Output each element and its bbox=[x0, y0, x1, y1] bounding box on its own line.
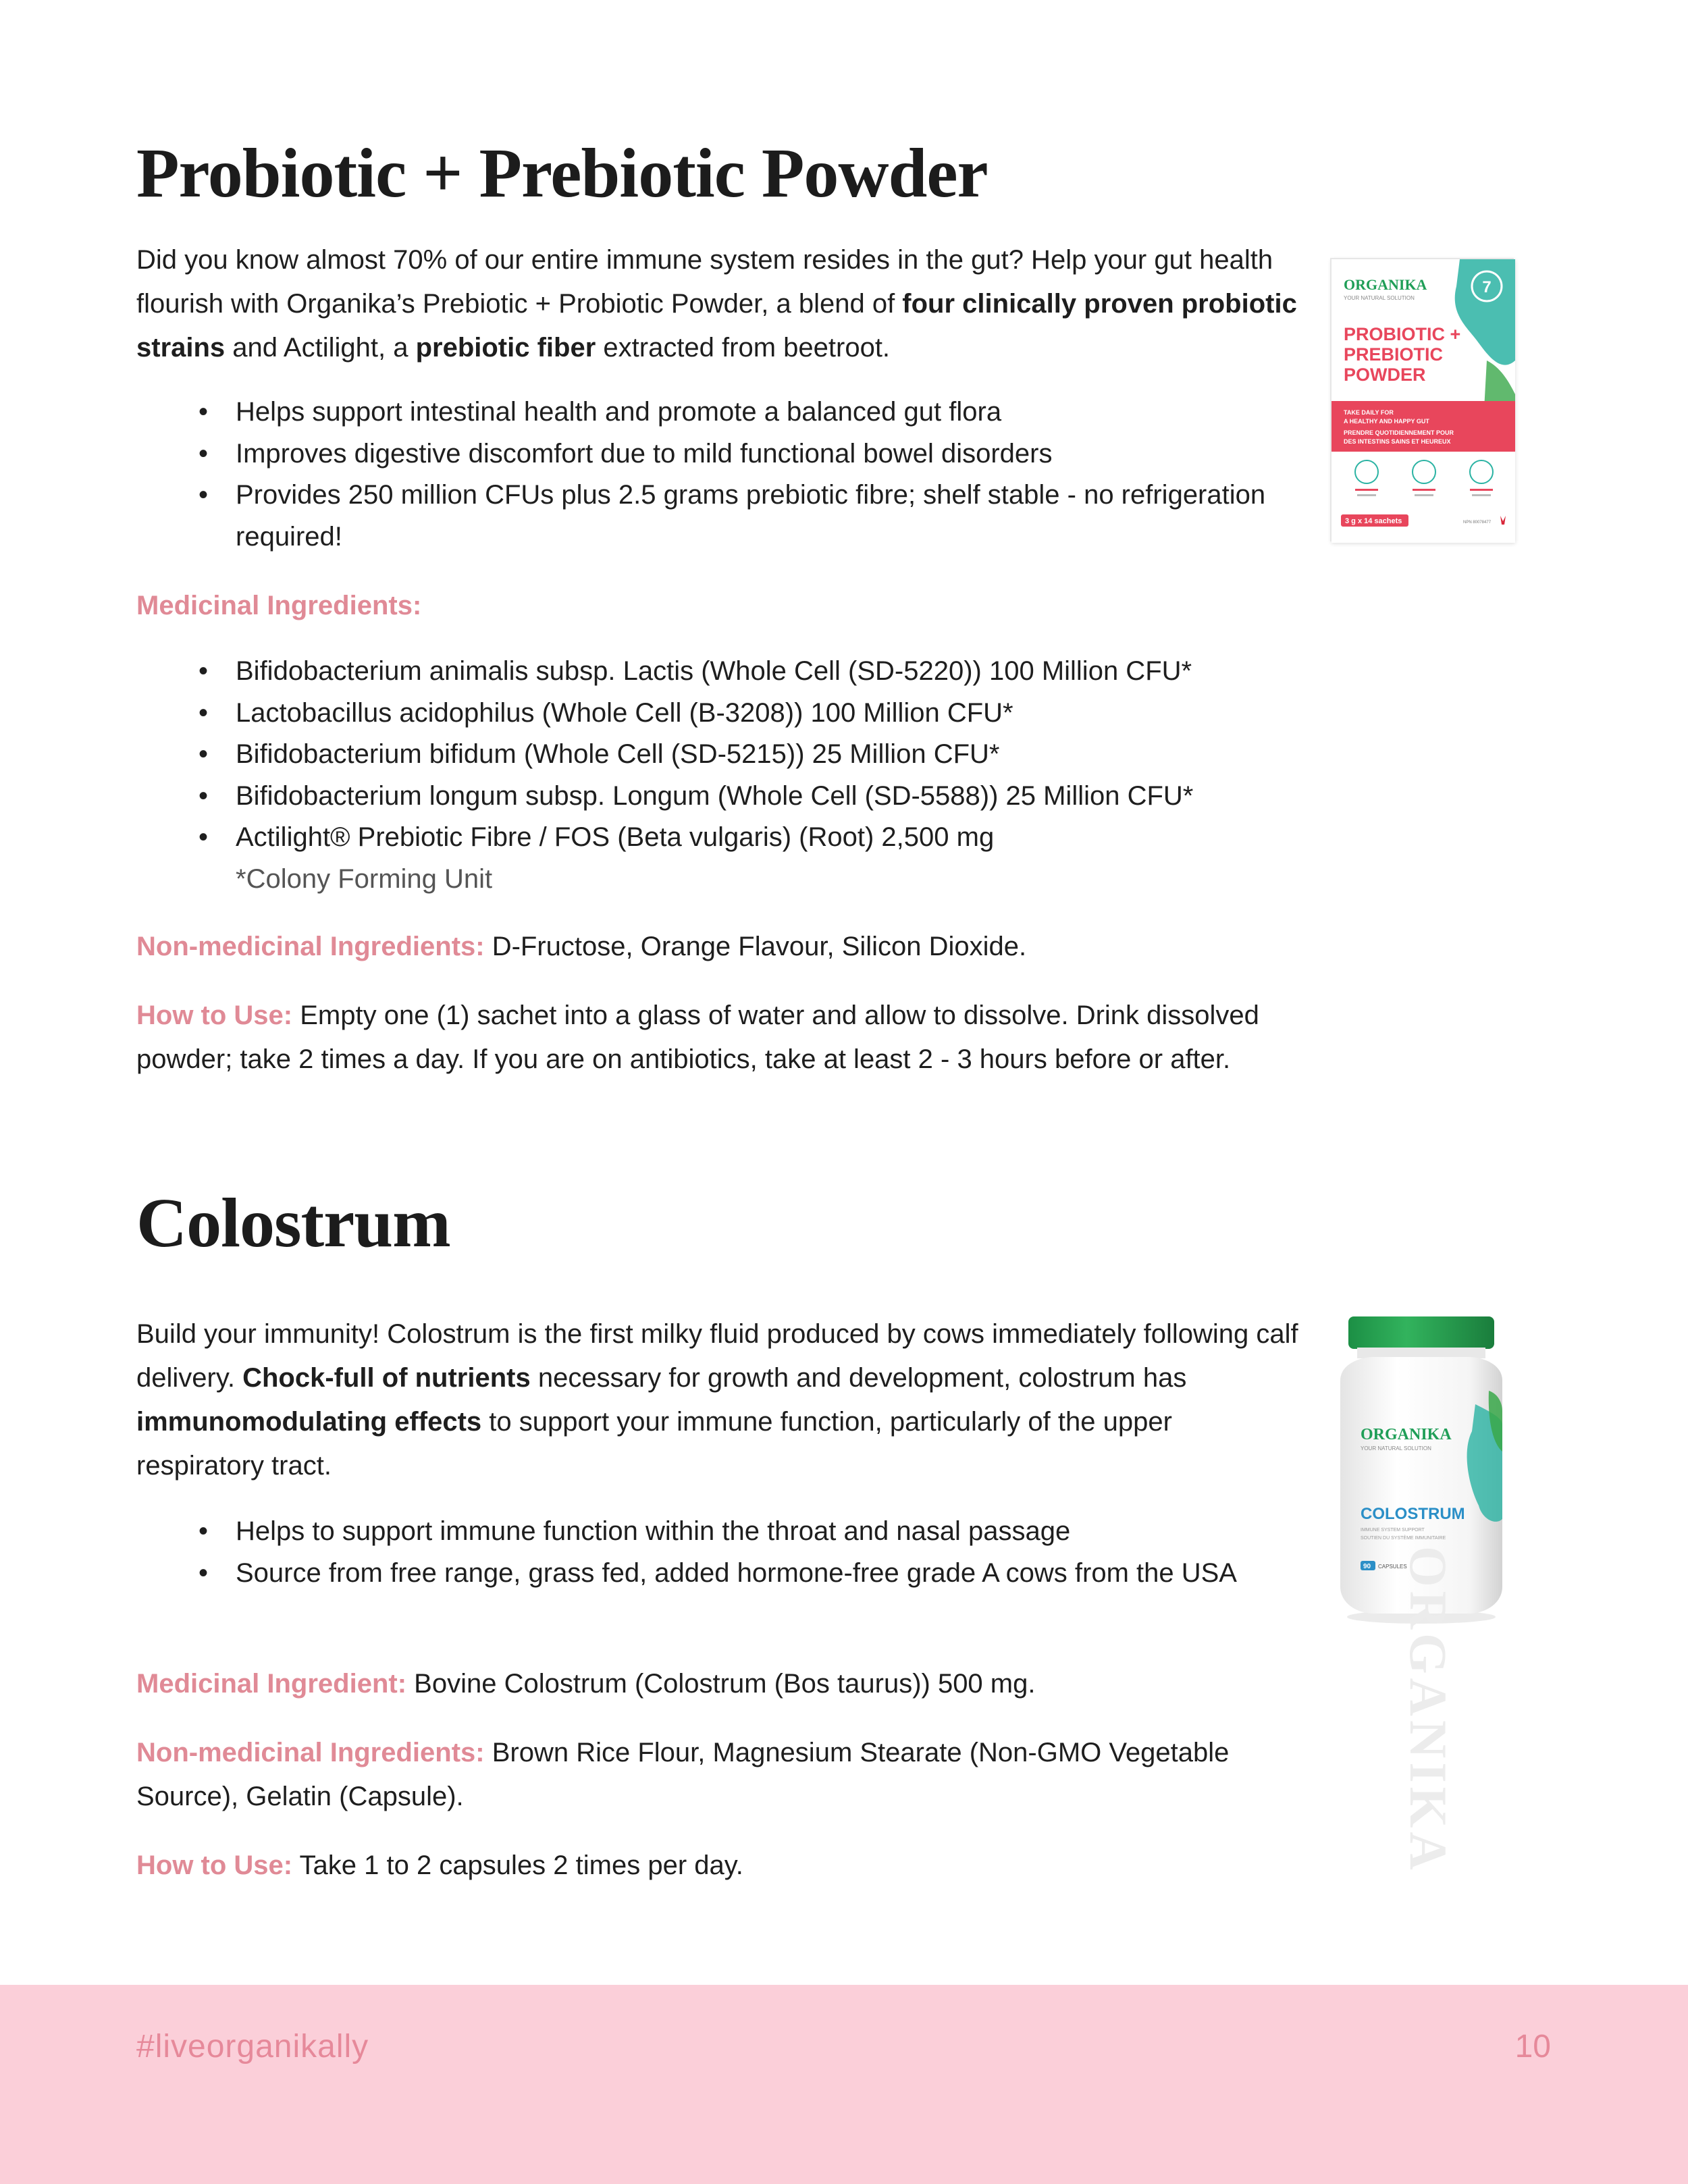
probiotic-non-medicinal: Non-medicinal Ingredients: D-Fructose, Orange Flavour, Silicon Dioxide. bbox=[136, 932, 1027, 961]
colostrum-intro: Build your immunity! Colostrum is the first milky fluid produced by cows immediately following calf delivery. Chock-full of nutrients necessary for growth and development, colostrum has immunomodulating effects to support your immune function, particularly of the upper respiratory tract. bbox=[136, 1319, 1298, 1481]
probiotic-intro: Did you know almost 70% of our entire immune system resides in the gut? Help your gut health flourish with Organika’s Prebiotic + Probiotic Powder, a blend of four clinically proven probiotic strains and Actilight, a prebiotic fiber extracted from beetroot. bbox=[136, 245, 1297, 363]
list-item: • Provides 250 million CFUs plus 2.5 grams prebiotic fibre; shelf stable - no refrigeration required! bbox=[136, 475, 1304, 558]
colostrum-non-medicinal: Non-medicinal Ingredients: Brown Rice Flour, Magnesium Stearate (Non-GMO Vegetable Source), Gelatin (Capsule). bbox=[136, 1738, 1230, 1811]
list-item: • Bifidobacterium animalis subsp. Lactis (Whole Cell (SD-5220)) 100 Million CFU* bbox=[136, 651, 1304, 693]
list-item: • Helps support intestinal health and promote a balanced gut flora bbox=[136, 392, 1304, 433]
package-band-2: A HEALTHY AND HAPPY GUT bbox=[1344, 418, 1429, 425]
package-band-3: PRENDRE QUOTIDIENNEMENT POUR bbox=[1344, 429, 1454, 436]
colostrum-medicinal: Medicinal Ingredient: Bovine Colostrum (Colostrum (Bos taurus)) 500 mg. bbox=[136, 1669, 1036, 1699]
bottle-sub-2: SOUTIEN DU SYSTÈME IMMUNITAIRE bbox=[1361, 1536, 1446, 1541]
list-item: • Improves digestive discomfort due to mild functional bowel disorders bbox=[136, 433, 1304, 475]
footer-hashtag: #liveorganikally bbox=[136, 2029, 369, 2065]
list-item: • Source from free range, grass fed, added hormone-free grade A cows from the USA bbox=[136, 1553, 1304, 1595]
package-band-1: TAKE DAILY FOR bbox=[1344, 409, 1394, 416]
probiotic-medicinal-heading: Medicinal Ingredients: bbox=[136, 591, 422, 620]
package-tagline: YOUR NATURAL SOLUTION bbox=[1344, 295, 1415, 301]
bottle-count: 90 bbox=[1363, 1563, 1371, 1570]
list-item: • Bifidobacterium longum subsp. Longum (Whole Cell (SD-5588)) 25 Million CFU* bbox=[136, 776, 1304, 818]
bottle-brand: ORGANIKA bbox=[1361, 1426, 1452, 1443]
package-name-2: PREBIOTIC bbox=[1344, 344, 1444, 365]
colostrum-how-to-use: How to Use: Take 1 to 2 capsules 2 times per day. bbox=[136, 1850, 743, 1880]
probiotic-benefits-list bbox=[136, 392, 1304, 558]
package-quantity: 3 g x 14 sachets bbox=[1345, 517, 1402, 525]
package-name-3: POWDER bbox=[1344, 365, 1426, 385]
probiotic-package-image bbox=[1330, 258, 1514, 541]
list-item: • Bifidobacterium bifidum (Whole Cell (SD-5215)) 25 Million CFU* bbox=[136, 734, 1304, 776]
footnote: *Colony Forming Unit bbox=[236, 863, 493, 894]
package-npn: NPN 80078477 bbox=[1463, 521, 1492, 525]
probiotic-package-graphic bbox=[1331, 259, 1515, 543]
footer bbox=[0, 1985, 1688, 2184]
brand-watermark: ORGANIKA bbox=[1399, 1546, 1458, 1874]
package-brand: ORGANIKA bbox=[1344, 276, 1427, 293]
bottle-tagline: YOUR NATURAL SOLUTION bbox=[1361, 1445, 1431, 1451]
bottle-count-label: CAPSULES bbox=[1378, 1564, 1407, 1570]
list-item: • Helps to support immune function within the throat and nasal passage bbox=[136, 1511, 1304, 1553]
list-item: • Lactobacillus acidophilus (Whole Cell (B-3208)) 100 Million CFU* bbox=[136, 693, 1304, 735]
probiotic-how-to-use: How to Use: Empty one (1) sachet into a glass of water and allow to dissolve. Drink dissolved powder; take 2 times a day. If you are on antibiotics, take at least 2 - 3 hours before or after. bbox=[136, 1001, 1259, 1074]
probiotic-medicinal-list bbox=[136, 651, 1304, 900]
bottle-product-name: COLOSTRUM bbox=[1361, 1505, 1465, 1523]
section-title-probiotic: Probiotic + Prebiotic Powder bbox=[136, 134, 988, 212]
list-item: • Actilight® Prebiotic Fibre / FOS (Beta vulgaris) (Root) 2,500 mg bbox=[136, 817, 1304, 859]
section-title-colostrum: Colostrum bbox=[136, 1184, 450, 1262]
package-badge: 7 bbox=[1482, 278, 1492, 296]
package-band-4: DES INTESTINS SAINS ET HEUREUX bbox=[1344, 438, 1451, 445]
bottle-sub-1: IMMUNE SYSTEM SUPPORT bbox=[1361, 1528, 1425, 1533]
page-number: 10 bbox=[1514, 2029, 1551, 2065]
colostrum-benefits-list bbox=[136, 1511, 1304, 1594]
package-name-1: PROBIOTIC + bbox=[1344, 324, 1461, 344]
